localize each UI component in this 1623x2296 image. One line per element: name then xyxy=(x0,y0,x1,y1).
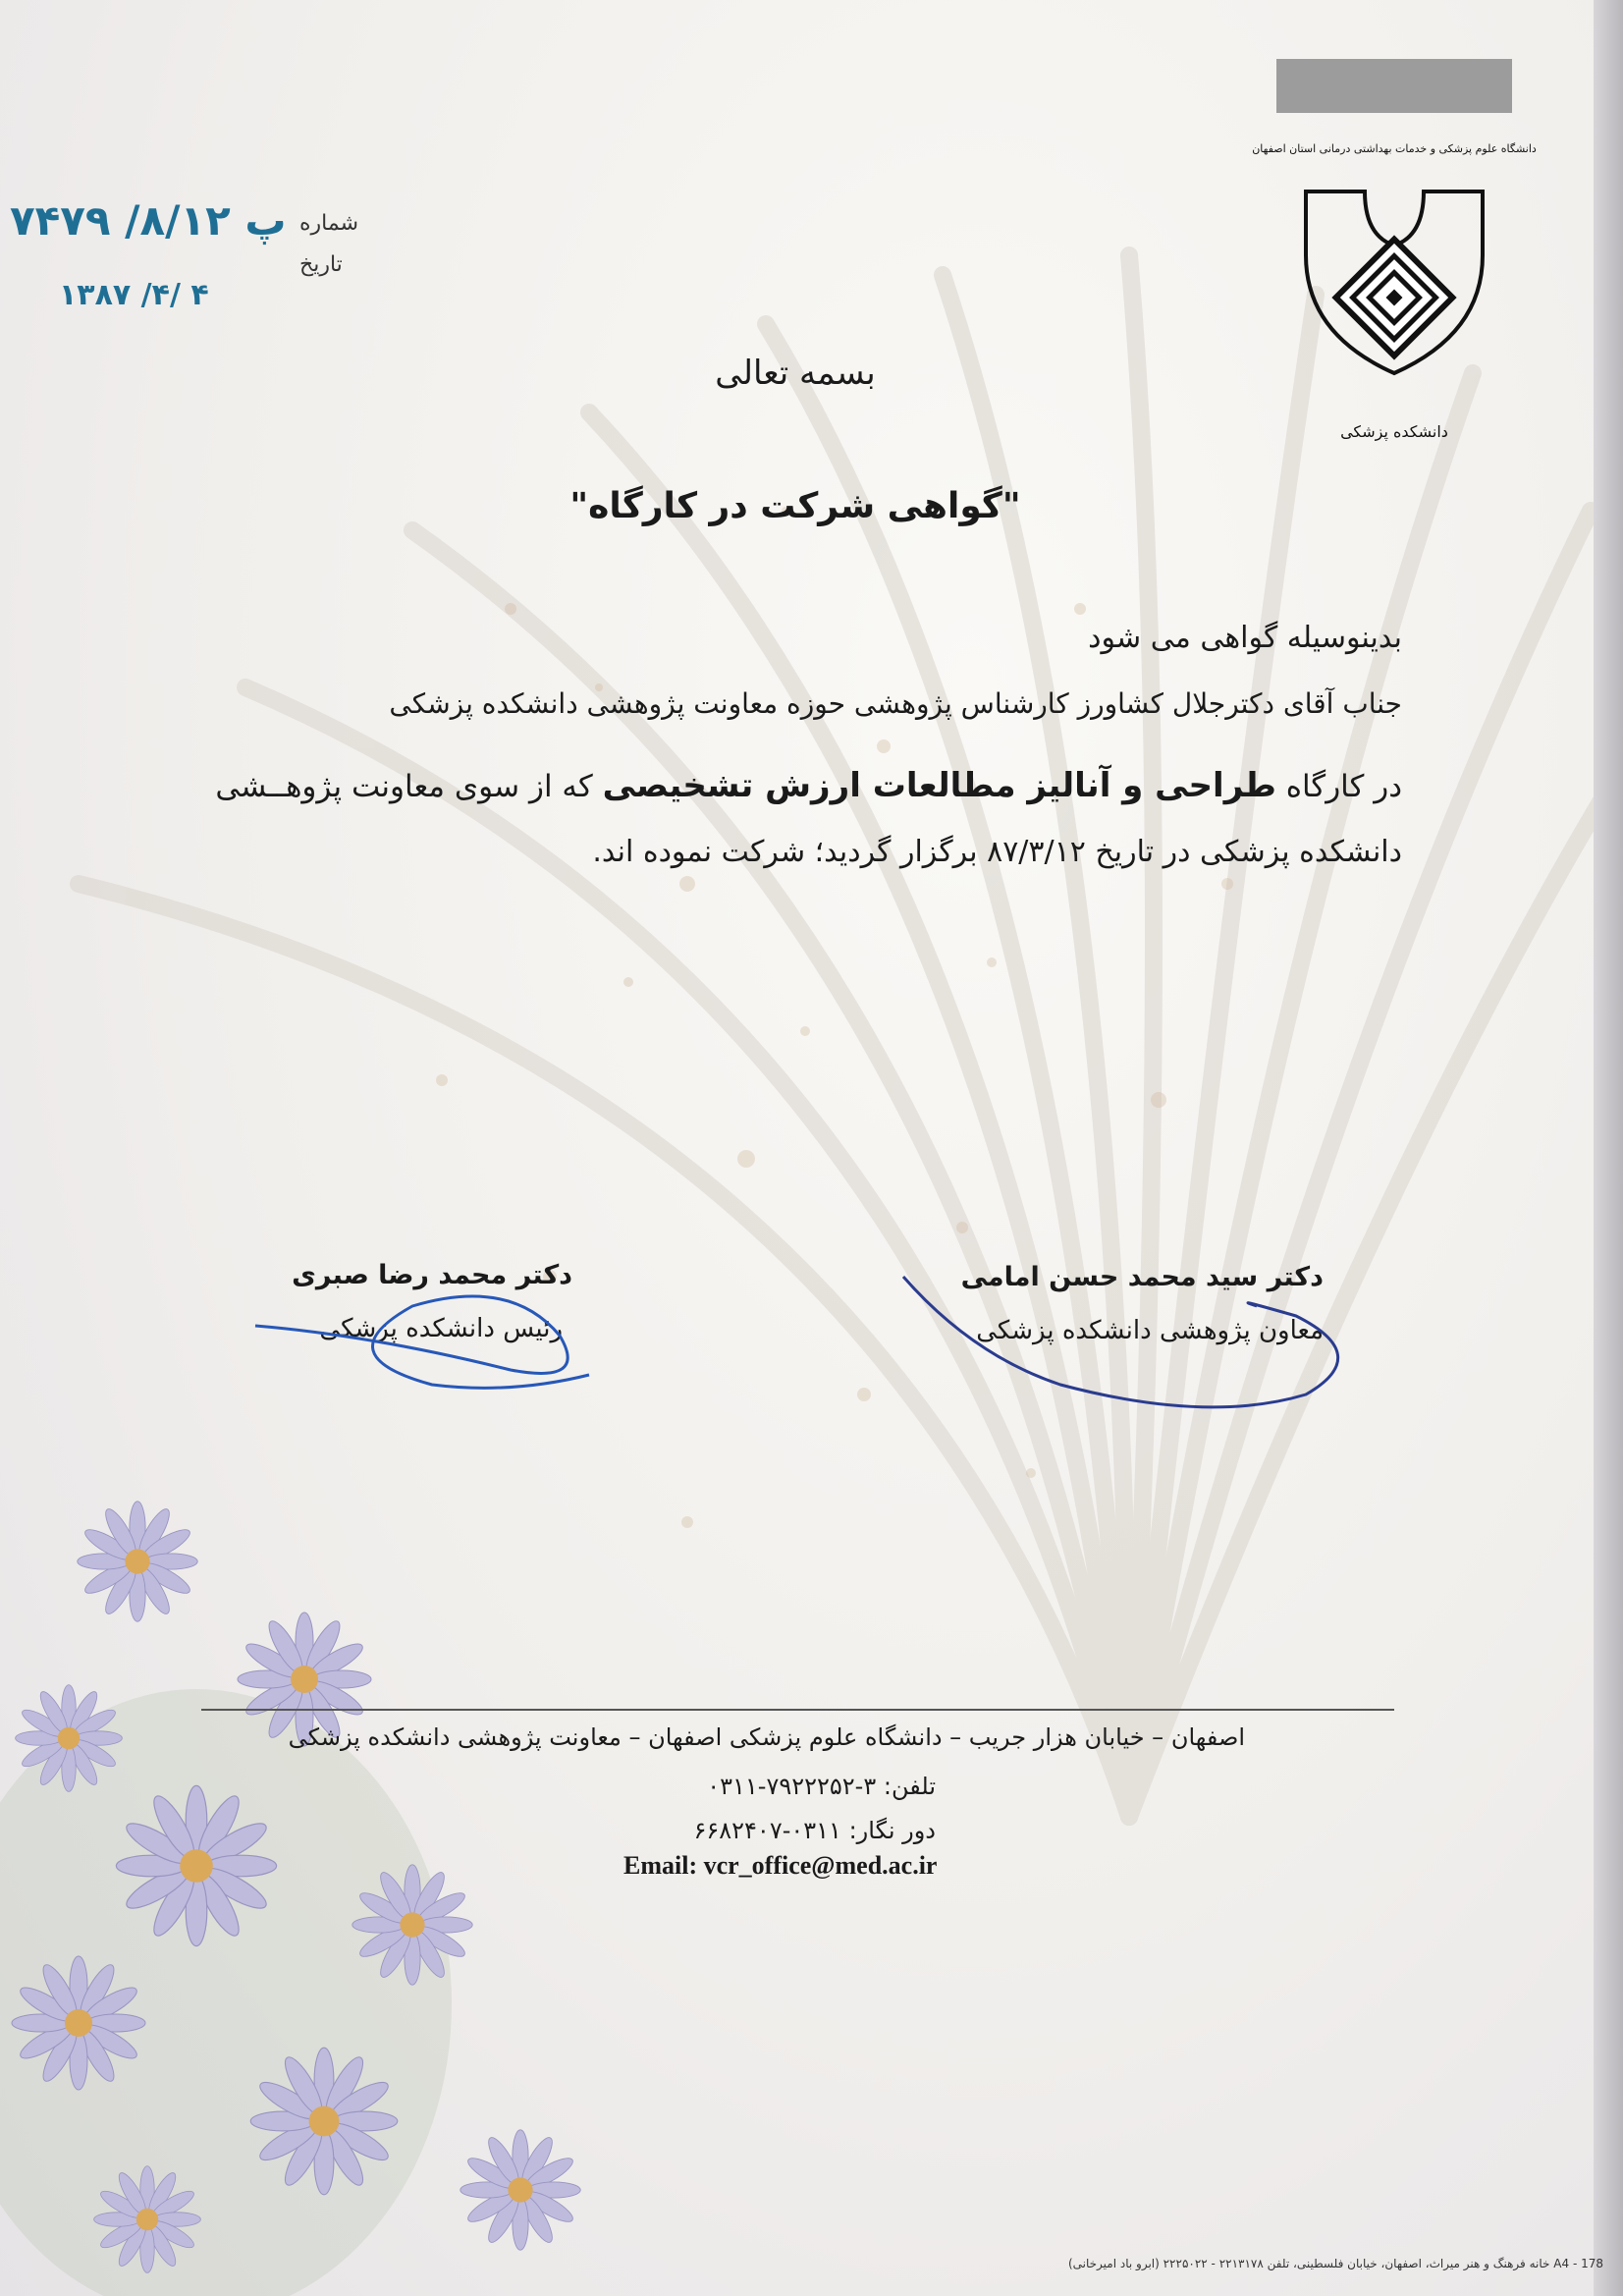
body-line-3 xyxy=(215,766,1402,805)
workshop-suffix: که از سوی معاونت پژوهــشی xyxy=(215,769,593,804)
footer-divider xyxy=(201,1709,1394,1711)
vice-dean-title: معاون پژوهشی دانشکده پزشکی xyxy=(976,1316,1324,1345)
body-line-1: بدینوسیله گواهی می شود xyxy=(1088,621,1402,655)
reference-block xyxy=(0,191,373,329)
basmala: بسمه تعالی xyxy=(715,354,876,393)
university-logo xyxy=(1252,123,1537,466)
fax-label: دور نگار: xyxy=(848,1817,936,1844)
footer-fax xyxy=(693,1817,936,1844)
number-label: شماره xyxy=(299,211,359,236)
scan-edge-band xyxy=(1594,0,1623,2296)
faculty-label: دانشکده پزشکی xyxy=(1340,422,1448,441)
footer-phone xyxy=(707,1773,936,1800)
footer-email[interactable]: Email: vcr_office@med.ac.ir xyxy=(623,1851,938,1880)
fax-value: ۰۳۱۱-۶۶۸۲۴۰۷ xyxy=(693,1817,841,1844)
university-name: دانشگاه علوم پزشکی و خدمات بهداشتی درمانی استان اصفهان xyxy=(1252,142,1537,155)
date-label: تاریخ xyxy=(299,252,343,277)
phone-label: تلفن: xyxy=(883,1773,936,1800)
date-value: ۱۳۸۷ /۴/ ۴ xyxy=(59,278,209,312)
workshop-prefix: در کارگاه xyxy=(1285,769,1402,804)
body-line-4: دانشکده پزشکی در تاریخ ۸۷/۳/۱۲ برگزار گردید؛ شرکت نموده اند. xyxy=(592,835,1402,869)
body-line-2: جناب آقای دکترجلال کشاورز کارشناس پژوهشی حوزه معاونت پژوهشی دانشکده پزشکی xyxy=(389,687,1402,720)
printer-note: A4 - 178 خانه فرهنگ و هنر میراث، اصفهان، خیابان فلسطینی، تلفن ۲۲۱۳۱۷۸ - ۲۲۲۵۰۲۲ (ابرو باد امیرخانی) xyxy=(1067,2257,1603,2270)
number-value: ۷۴۷۹ /۸/پ ۱۲ xyxy=(10,196,287,245)
phone-value: ۳-۷۹۲۲۲۵۲-۰۳۱۱ xyxy=(707,1773,877,1800)
certificate-title: "گواهی شرکت در کارگاه" xyxy=(569,486,1021,526)
footer-address: اصفهان – خیابان هزار جریب – دانشگاه علوم پزشکی اصفهان – معاونت پژوهشی دانشکده پزشکی xyxy=(288,1723,1245,1751)
dean-name: دکتر محمد رضا صبری xyxy=(292,1260,572,1290)
vice-dean-name: دکتر سید محمد حسن امامی xyxy=(960,1262,1324,1292)
workshop-title: طراحی و آنالیز مطالعات ارزش تشخیصی xyxy=(602,766,1276,805)
header-gray-block xyxy=(1276,59,1512,113)
dean-title: رئیس دانشکده پزشکی xyxy=(319,1314,563,1343)
